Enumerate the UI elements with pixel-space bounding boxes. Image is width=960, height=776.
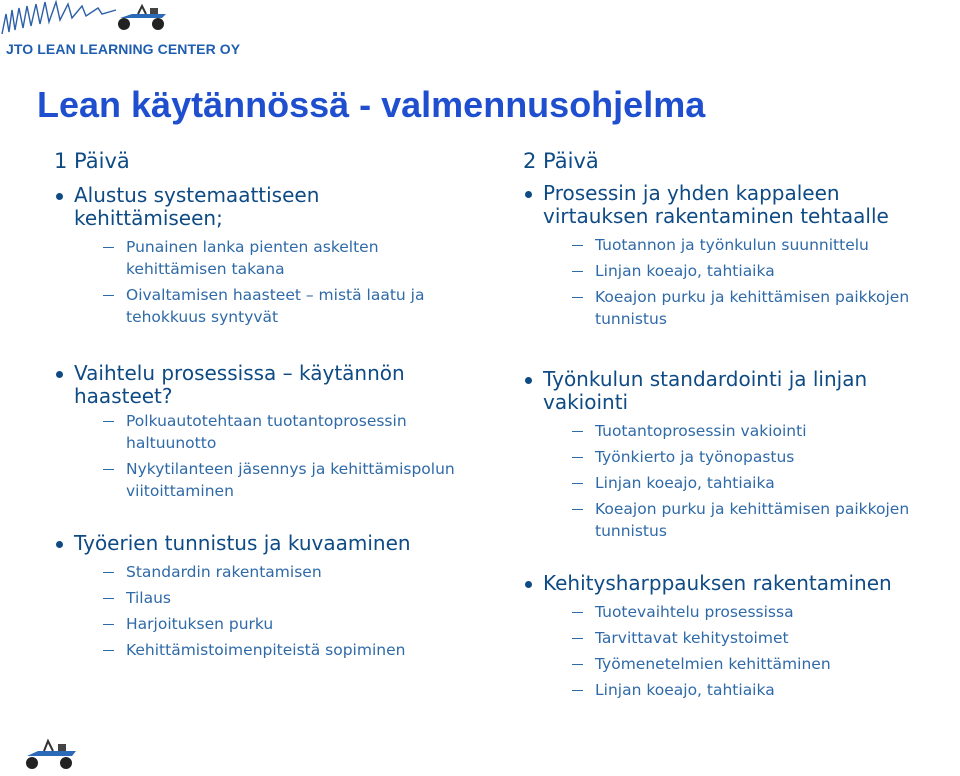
dash-icon [103,598,114,599]
dash-icon [103,469,114,470]
day-1-section-3 [54,532,504,661]
list-item: Koeajon purku ja kehittämisen paikkojen tunnistus [543,286,960,330]
pedal-car-icon [22,736,78,772]
list-item: Koeajon purku ja kehittämisen paikkojen tunnistus [543,498,960,542]
dash-icon [572,431,583,432]
section-label: Työnkulun standardointi ja linjan vakiointi [543,367,868,414]
page-title: Lean käytännössä - valmennusohjelma [37,84,706,125]
list-item: Kehittämistoimenpiteistä sopiminen [74,639,504,661]
list-item: Standardin rakentamisen [74,561,504,583]
bullet-icon [525,191,532,198]
pedal-car-icon [112,2,172,32]
list-item: Työmenetelmien kehittäminen [543,653,960,675]
sub-list [74,236,504,328]
list-item: Tuotantoprosessin vakiointi [543,420,960,442]
day-2-heading: 2 Päivä [523,149,599,173]
dash-icon [103,650,114,651]
day-2-section-3 [523,572,960,701]
day-1-section-1 [54,184,504,328]
sub-list [74,410,504,502]
bullet-icon [525,581,532,588]
list-item: Työnkierto ja työnopastus [543,446,960,468]
sub-list [74,561,504,661]
dash-icon [103,295,114,296]
dash-icon [572,664,583,665]
dash-icon [103,421,114,422]
dash-icon [572,245,583,246]
list-item: Tuotannon ja työnkulun suunnittelu [543,234,960,256]
section-label: Alustus systemaattiseen kehittämiseen; [74,183,320,230]
dash-icon [572,271,583,272]
sub-list [543,601,960,701]
dash-icon [572,457,583,458]
logo-text: JTO LEAN LEARNING CENTER OY [6,41,241,57]
list-item: Punainen lanka pienten askelten kehittämisen takana [74,236,504,280]
dash-icon [572,612,583,613]
list-item: Linjan koeajo, tahtiaika [543,679,960,701]
dash-icon [103,247,114,248]
bullet-icon [525,377,532,384]
logo-band [0,0,960,62]
dash-icon [572,483,583,484]
dash-icon [572,638,583,639]
list-item: Oivaltamisen haasteet – mistä laatu ja tehokkuus syntyvät [74,284,504,328]
sub-list [543,420,960,542]
list-item: Tilaus [74,587,504,609]
list-item: Tuotevaihtelu prosessissa [543,601,960,623]
list-item: Harjoituksen purku [74,613,504,635]
sub-list [543,234,960,330]
dash-icon [572,509,583,510]
bullet-icon [56,193,63,200]
section-label: Kehitysharppauksen rakentaminen [543,571,892,595]
section-label: Vaihtelu prosessissa – käytännön haasteet? [74,361,405,408]
bullet-icon [56,371,63,378]
day-2-column [523,148,960,705]
list-item: Polkuautotehtaan tuotantoprosessin haltuunotto [74,410,504,454]
section-label: Työerien tunnistus ja kuvaaminen [74,531,411,555]
list-item: Tarvittavat kehitystoimet [543,627,960,649]
section-label: Prosessin ja yhden kappaleen virtauksen rakentaminen tehtaalle [543,181,889,228]
dash-icon [572,297,583,298]
list-item: Nykytilanteen jäsennys ja kehittämispolun viitoittaminen [74,458,504,502]
day-2-section-2 [523,368,960,542]
day-2-section-1 [523,182,960,330]
dash-icon [103,624,114,625]
day-1-section-2 [54,362,504,502]
dash-icon [103,572,114,573]
list-item: Linjan koeajo, tahtiaika [543,260,960,282]
dash-icon [572,690,583,691]
day-1-column [54,148,504,665]
list-item: Linjan koeajo, tahtiaika [543,472,960,494]
day-1-heading: 1 Päivä [54,149,130,173]
bullet-icon [56,541,63,548]
